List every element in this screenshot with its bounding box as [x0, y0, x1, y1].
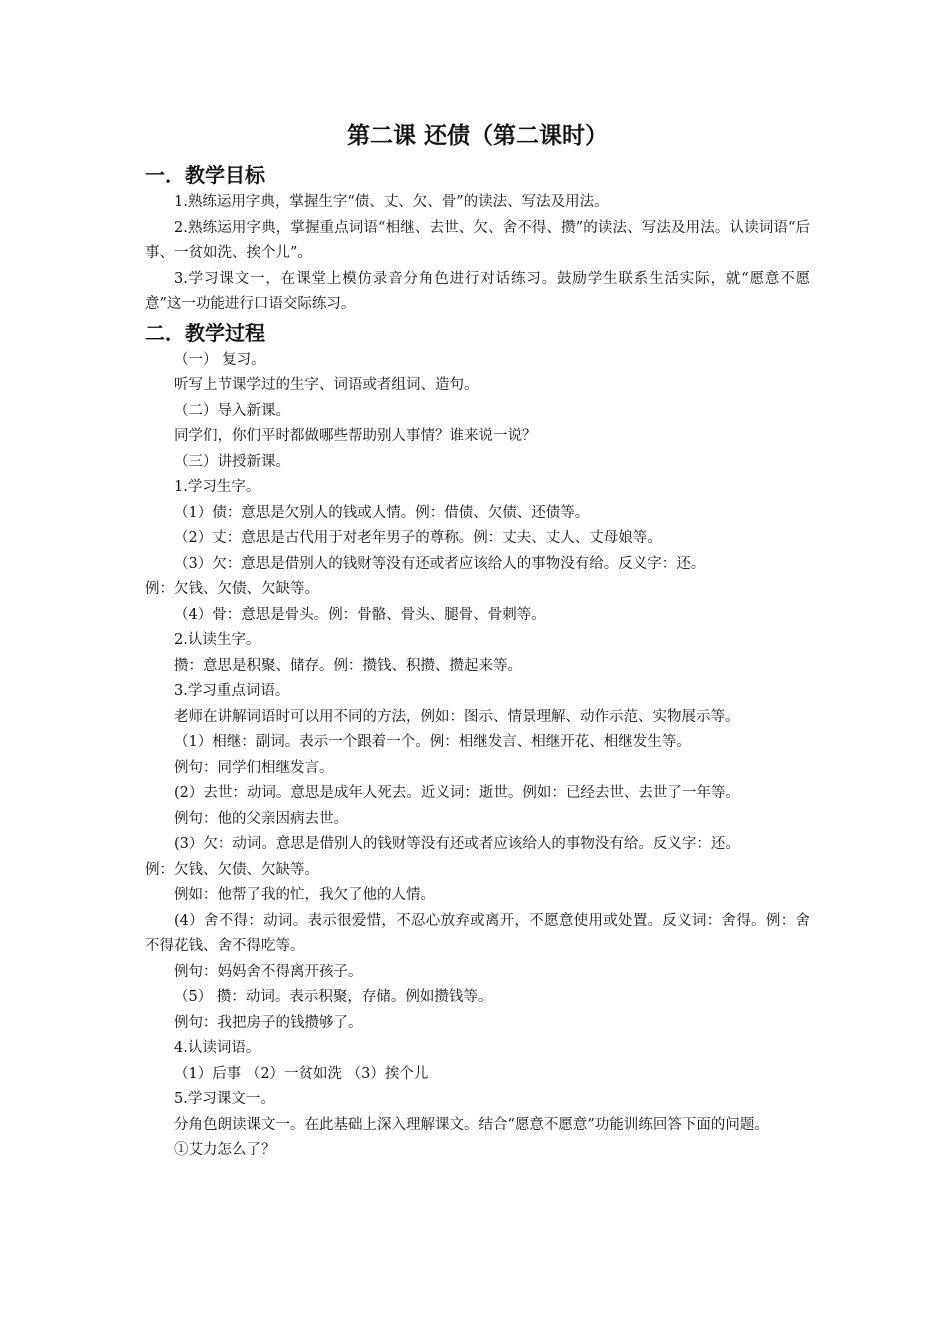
process-paragraph: （4）骨：意思是骨头。例：骨骼、骨头、腿骨、骨刺等。 [174, 606, 546, 623]
process-paragraph: 2.认读生字。 [174, 632, 261, 648]
process-paragraph: 分角色朗读课文一。在此基础上深入理解课文。结合“愿意不愿意”功能训练回答下面的问题。 [174, 1116, 769, 1133]
process-paragraph: 同学们，你们平时都做哪些帮助别人事情？谁来说一说？ [174, 428, 537, 444]
process-paragraph: (2）去世：动词。意思是成年人死去。近义词：逝世。例如：已经去世、去世了一年等。 [174, 785, 740, 801]
process-paragraph: ①艾力怎么了？ [174, 1142, 276, 1158]
process-paragraph: 例句：他的父亲因病去世。 [174, 810, 348, 827]
process-paragraph: （三）讲授新课。 [174, 453, 290, 470]
section-heading-objectives: 一．教学目标 [145, 163, 265, 187]
process-paragraph: 听写上节课学过的生字、词语或者组词、造句。 [174, 377, 479, 393]
process-paragraph: （1）后事 （2）一贫如洗 （3）挨个儿 [174, 1065, 429, 1082]
process-paragraph: 3.学习重点词语。 [174, 683, 290, 699]
process-paragraph: 攒：意思是积聚、储存。例：攒钱、积攒、攒起来等。 [174, 657, 522, 674]
process-paragraph: （2）丈：意思是古代用于对老年男子的尊称。例：丈夫、丈人、丈母娘等。 [174, 530, 662, 546]
section-heading-process: 二．教学过程 [145, 320, 265, 345]
process-paragraph: 1.学习生字。 [174, 479, 261, 495]
document-title: 第二课 还债（第二课时） [346, 123, 608, 149]
process-paragraph: 老师在讲解词语时可以用不同的方法，例如：图示、情景理解、动作示范、实物展示等。 [174, 708, 740, 725]
process-paragraph: 5.学习课文一。 [174, 1091, 275, 1107]
process-paragraph: 4.认读词语。 [174, 1040, 261, 1056]
document-page [145, 118, 810, 1164]
process-paragraph: 例：欠钱、欠债、欠缺等。 [145, 581, 319, 597]
objective-paragraph: 2.熟练运用字典，掌握重点词语“相继、去世、欠、舍不得、攒”的读法、写法及用法。认读词语“后事、一贫如洗、挨个儿”。 [145, 219, 810, 261]
process-paragraph: 例：欠钱、欠债、欠缺等。 [145, 861, 319, 878]
objective-paragraph: 1.熟练运用字典，掌握生字“债、丈、欠、骨”的读法、写法及用法。 [174, 194, 609, 210]
process-paragraph: （1）债：意思是欠别人的钱或人情。例：借债、欠债、还债等。 [174, 504, 590, 521]
objective-paragraph: 3.学习课文一，在课堂上模仿录音分角色进行对话练习。鼓励学生联系生活实际，就“愿意不愿意”这一功能进行口语交际练习。 [145, 270, 810, 312]
process-paragraph: 例句：妈妈舍不得离开孩子。 [174, 963, 363, 980]
process-paragraph: (4）舍不得：动词。表示很爱惜，不忍心放弃或离开，不愿意使用或处置。反义词：舍得。例：舍不得花钱、舍不得吃等。 [145, 912, 810, 954]
process-paragraph: （5） 攒：动词。表示积聚，存储。例如攒钱等。 [174, 989, 493, 1005]
process-paragraph: （一） 复习。 [174, 351, 266, 368]
process-paragraph: 例句：我把房子的钱攒够了。 [174, 1014, 363, 1031]
process-paragraph: （3）欠：意思是借别人的钱财等没有还或者应该给人的事物没有给。反义字：还。 [174, 555, 706, 572]
process-paragraph: （二）导入新课。 [174, 402, 290, 419]
process-paragraph: (3）欠：动词。意思是借别人的钱财等没有还或者应该给人的事物没有给。反义字：还。 [174, 836, 740, 852]
process-paragraph: 例如：他帮了我的忙，我欠了他的人情。 [174, 887, 435, 903]
process-paragraph: （1）相继：副词。表示一个跟着一个。例：相继发言、相继开花、相继发生等。 [174, 734, 691, 750]
process-paragraph: 例句：同学们相继发言。 [174, 759, 334, 776]
